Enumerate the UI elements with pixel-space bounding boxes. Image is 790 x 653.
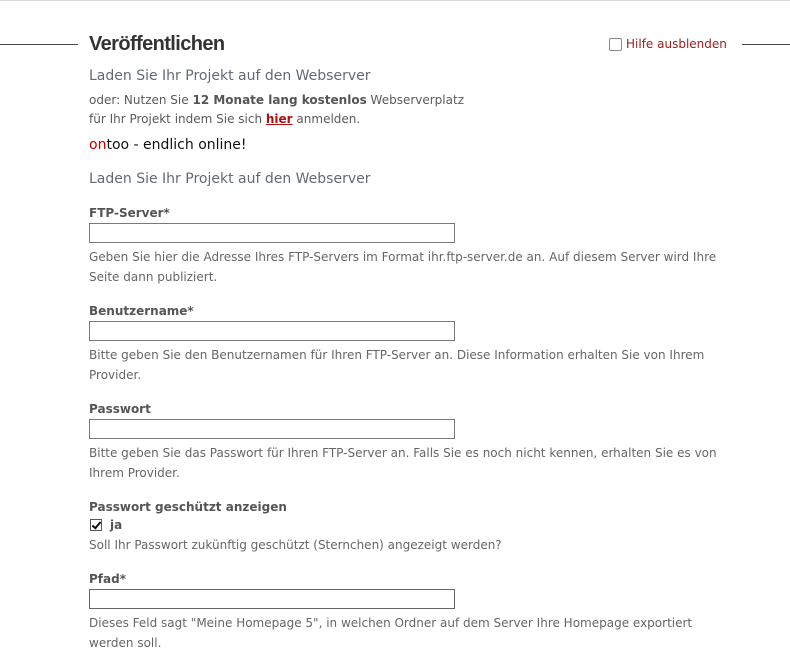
header-rule-right	[742, 44, 790, 45]
path-hint: Dieses Feld sagt "Meine Homepage 5", in welchen Ordner auf dem Server Ihre Homepage exportiert werden soll.	[89, 616, 693, 650]
intro-text	[89, 91, 739, 129]
ftp-server-input[interactable]	[89, 223, 455, 243]
header-rule-left	[0, 44, 78, 45]
checkbox-icon[interactable]	[609, 38, 622, 51]
path-label: Pfad*	[89, 572, 126, 586]
register-here-link[interactable]: hier	[265, 112, 293, 126]
password-protected-checkbox[interactable]	[90, 519, 102, 531]
password-protected-label: Passwort geschützt anzeigen	[89, 500, 287, 514]
password-protected-yes-label[interactable]: ja	[110, 518, 123, 532]
path-field	[89, 571, 739, 653]
intro-line-2	[89, 110, 739, 129]
ontoo-brand-on: on	[89, 137, 107, 153]
intro-line-2-suffix: anmelden.	[292, 112, 361, 126]
username-hint: Bitte geben Sie den Benutzernamen für Ihren FTP-Server an. Diese Information erhalten Sie von Ihrem Provider.	[89, 348, 705, 382]
username-label: Benutzername*	[89, 304, 194, 318]
path-input[interactable]	[89, 589, 455, 609]
ontoo-logo-text	[89, 135, 739, 155]
form-section-title: Laden Sie Ihr Projekt auf den Webserver	[89, 171, 371, 187]
password-protected-hint: Soll Ihr Passwort zukünftig geschützt (Sternchen) angezeigt werden?	[89, 538, 502, 552]
intro-line-1-suffix: Webserverplatz	[366, 93, 464, 107]
password-protected-option[interactable]	[89, 517, 739, 533]
ontoo-brand-rest: too - endlich online!	[106, 137, 247, 153]
publish-content	[89, 66, 739, 653]
top-border	[0, 0, 790, 1]
username-input[interactable]	[89, 321, 455, 341]
intro-line-2-prefix: für Ihr Projekt indem Sie sich	[89, 112, 266, 126]
intro-line-1-prefix: oder: Nutzen Sie	[89, 93, 193, 107]
password-hint: Bitte geben Sie das Passwort für Ihren FTP-Server an. Falls Sie es noch nicht kennen, erhalten Sie es von Ihrem Provider.	[89, 446, 717, 480]
ftp-server-label: FTP-Server*	[89, 206, 170, 220]
hide-help-toggle[interactable]	[609, 35, 727, 53]
password-field	[89, 401, 739, 483]
intro-section-title: Laden Sie Ihr Projekt auf den Webserver	[89, 68, 371, 84]
intro-free-months: 12 Monate lang kostenlos	[192, 93, 367, 107]
username-field	[89, 303, 739, 385]
hide-help-label[interactable]: Hilfe ausblenden	[626, 37, 727, 51]
password-input[interactable]	[89, 419, 455, 439]
password-protected-field	[89, 499, 739, 555]
page-title: Veröffentlichen	[89, 33, 225, 55]
ftp-server-hint: Geben Sie hier die Adresse Ihres FTP-Servers im Format ihr.ftp-server.de an. Auf diesem Server wird Ihre Seite dann publiziert.	[89, 250, 717, 284]
ftp-server-field	[89, 205, 739, 287]
password-label: Passwort	[89, 402, 151, 416]
intro-line-1	[89, 91, 739, 110]
